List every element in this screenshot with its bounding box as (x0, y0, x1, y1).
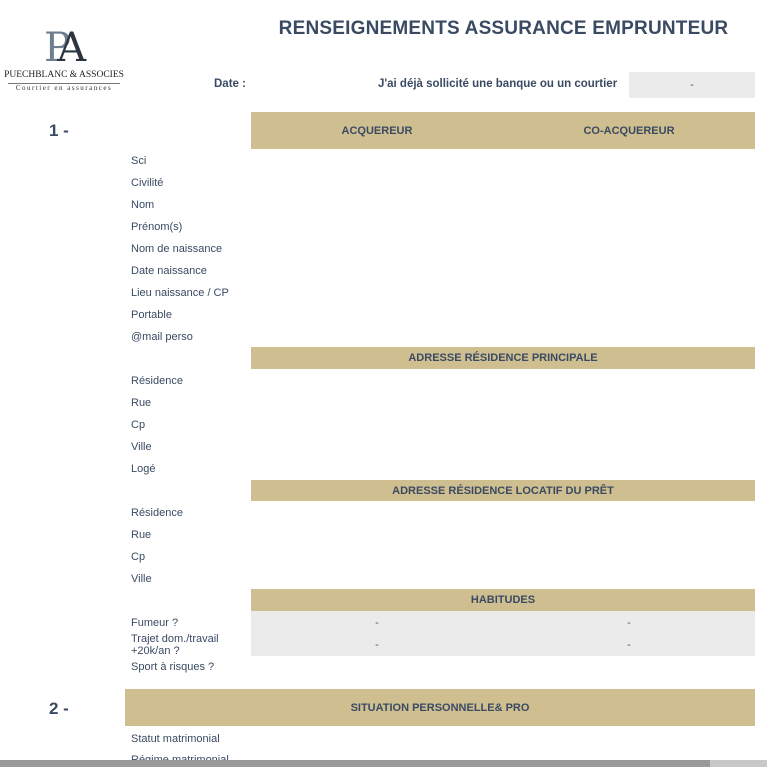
main-address-field-input-acquereur[interactable] (251, 458, 503, 480)
main-address-header: ADRESSE RÉSIDENCE PRINCIPALE (251, 347, 755, 369)
identity-field-input-co-acquereur[interactable] (503, 238, 755, 260)
habits-answer-area (251, 611, 755, 656)
habits-header: HABITUDES (251, 589, 755, 611)
date-input[interactable] (255, 72, 375, 96)
identity-field-input-acquereur[interactable] (251, 304, 503, 326)
main-address-field-label: Rue (131, 397, 152, 409)
identity-field-input-co-acquereur[interactable] (503, 282, 755, 304)
rental-address-field-label: Rue (131, 529, 152, 541)
date-label: Date : (214, 78, 246, 90)
bank-question-label: J'ai déjà sollicité une banque ou un courtier (378, 78, 618, 90)
rental-address-field-input-co-acquereur[interactable] (503, 502, 755, 524)
main-address-field-label: Ville (131, 441, 152, 453)
identity-field-input-acquereur[interactable] (251, 326, 503, 348)
main-address-field-input-co-acquereur[interactable] (503, 392, 755, 414)
rental-address-field-label: Cp (131, 551, 146, 563)
bank-answer-select[interactable] (629, 72, 755, 98)
main-address-field-label: Logé (131, 463, 156, 475)
identity-field-label: Nom de naissance (131, 243, 223, 255)
company-logo (4, 25, 124, 98)
identity-field-label: Nom (131, 199, 155, 211)
identity-field-input-co-acquereur[interactable] (503, 216, 755, 238)
identity-field-label: @mail perso (131, 331, 193, 343)
identity-field-label: Civilité (131, 177, 164, 189)
column-co-acquereur: CO-ACQUEREUR (583, 124, 675, 137)
main-address-field-input-acquereur[interactable] (251, 370, 503, 392)
rental-address-field-label: Ville (131, 573, 152, 585)
logo-tagline: Courtier en assurances (15, 84, 113, 92)
habit-label-smoker: Fumeur ? (131, 617, 179, 629)
section-2-header: SITUATION PERSONNELLE& PRO (125, 689, 755, 726)
identity-field-input-acquereur[interactable] (251, 238, 503, 260)
section-2-number: 2 - (49, 699, 69, 718)
identity-field-input-co-acquereur[interactable] (503, 172, 755, 194)
rental-address-field-input-acquereur[interactable] (251, 502, 503, 524)
section-1-number: 1 - (49, 121, 69, 140)
horizontal-scrollbar-thumb[interactable] (0, 760, 710, 767)
habit-smoker-co-acquereur[interactable]: - (627, 617, 631, 629)
identity-field-input-co-acquereur[interactable] (503, 326, 755, 348)
main-address-field-input-co-acquereur[interactable] (503, 370, 755, 392)
identity-field-input-acquereur[interactable] (251, 260, 503, 282)
rental-address-field-label: Résidence (131, 507, 183, 519)
identity-field-input-acquereur[interactable] (251, 150, 503, 172)
main-address-field-input-co-acquereur[interactable] (503, 436, 755, 458)
identity-field-label: Date naissance (131, 265, 207, 277)
rental-address-field-input-co-acquereur[interactable] (503, 546, 755, 568)
habit-commute-acquereur[interactable]: - (375, 639, 379, 651)
rental-address-field-input-acquereur[interactable] (251, 568, 503, 590)
main-address-field-input-co-acquereur[interactable] (503, 458, 755, 480)
rental-address-header: ADRESSE RÉSIDENCE LOCATIF DU PRÊT (251, 480, 755, 501)
main-address-field-input-acquereur[interactable] (251, 436, 503, 458)
identity-field-input-acquereur[interactable] (251, 194, 503, 216)
identity-field-label: Lieu naissance / CP (131, 287, 229, 299)
main-address-field-label: Cp (131, 419, 146, 431)
habit-commute-co-acquereur[interactable]: - (627, 639, 631, 651)
identity-field-input-co-acquereur[interactable] (503, 194, 755, 216)
identity-field-label: Sci (131, 155, 147, 167)
identity-field-label: Portable (131, 309, 172, 321)
field-label-statut-matrimonial: Statut matrimonial (131, 733, 220, 745)
identity-field-input-acquereur[interactable] (251, 172, 503, 194)
logo-name: PUECHBLANC & ASSOCIES (4, 70, 124, 80)
identity-field-input-acquereur[interactable] (251, 216, 503, 238)
bank-answer-value: - (690, 79, 694, 91)
rental-address-field-input-acquereur[interactable] (251, 546, 503, 568)
column-acquereur: ACQUEREUR (341, 124, 413, 137)
rental-address-field-input-co-acquereur[interactable] (503, 568, 755, 590)
main-address-field-input-acquereur[interactable] (251, 392, 503, 414)
main-address-field-input-co-acquereur[interactable] (503, 414, 755, 436)
rental-address-field-input-co-acquereur[interactable] (503, 524, 755, 546)
identity-field-input-acquereur[interactable] (251, 282, 503, 304)
habit-smoker-acquereur[interactable]: - (375, 617, 379, 629)
main-address-field-label: Résidence (131, 375, 183, 387)
habit-label-commute: Trajet dom./travail +20k/an ? (131, 633, 219, 657)
identity-field-label: Prénom(s) (131, 221, 183, 233)
identity-field-input-co-acquereur[interactable] (503, 260, 755, 282)
page-title: RENSEIGNEMENTS ASSURANCE EMPRUNTEUR (278, 18, 729, 39)
identity-field-input-co-acquereur[interactable] (503, 150, 755, 172)
main-address-field-input-acquereur[interactable] (251, 414, 503, 436)
habit-label-risky-sport: Sport à risques ? (131, 661, 215, 673)
identity-field-input-co-acquereur[interactable] (503, 304, 755, 326)
logo-monogram: PA (44, 25, 77, 71)
rental-address-field-input-acquereur[interactable] (251, 524, 503, 546)
